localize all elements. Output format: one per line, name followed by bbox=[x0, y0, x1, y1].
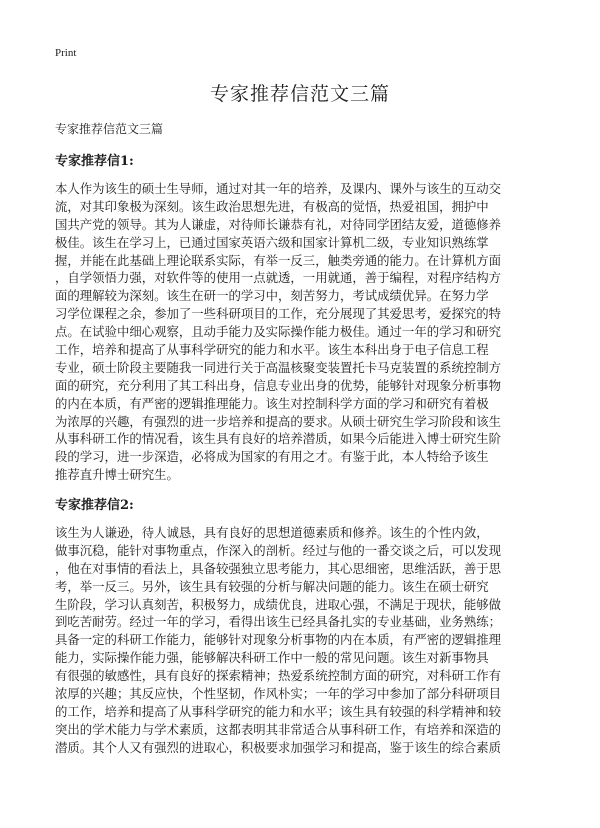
body-line: 做事沉稳，能针对事物重点，作深入的剖析。经过与他的一番交谈之后，可以发现 bbox=[55, 542, 502, 558]
body-line: 能力，实际操作能力强，能够解决科研工作中一般的常见问题。该生对新事物具 bbox=[55, 650, 489, 666]
body-line: ，自学领悟力强，对软件等的使用一点就透，一用就通，善于编程，对程序结构方 bbox=[55, 270, 502, 286]
body-line: 考，举一反三。另外，该生具有较强的分析与解决问题的能力。该生在硕士研究 bbox=[55, 578, 489, 594]
section-heading-2: 专家推荐信2: bbox=[55, 498, 134, 513]
body-line: 面的研究，充分利用了其工科出身，信息专业出身的优势，能够针对现象分析事物 bbox=[55, 377, 502, 393]
section-heading-1: 专家推荐信1: bbox=[55, 154, 134, 169]
body-line: 点。在试验中细心观察，且动手能力及实际操作能力极佳。通过一年的学习和研究 bbox=[55, 324, 502, 340]
document-subtitle: 专家推荐信范文三篇 bbox=[55, 122, 164, 136]
body-line: 到吃苦耐劳。经过一年的学习，看得出该生已经具备扎实的专业基础，业务熟练； bbox=[55, 614, 502, 630]
body-line: 面的理解较为深刻。该生在研一的学习中，刻苦努力，考试成绩优异。在努力学 bbox=[55, 288, 489, 304]
section-body-2 bbox=[55, 524, 548, 757]
body-line: 国共产党的领导。其为人谦虚，对待师长谦恭有礼，对待同学团结友爱，道德修养 bbox=[55, 216, 502, 232]
body-line: 极佳。该生在学习上，已通过国家英语六级和国家计算机二级，专业知识熟练掌 bbox=[55, 234, 489, 250]
body-line: 浓厚的兴趣；其反应快，个性坚韧，作风朴实；一年的学习中参加了部分科研项目 bbox=[55, 686, 502, 702]
body-line: 为浓厚的兴趣，有强烈的进一步培养和提高的要求。从硕士研究生学习阶段和该生 bbox=[55, 413, 502, 429]
body-line: 专业，硕士阶段主要随我一同进行关于高温核聚变装置托卡马克装置的系统控制方 bbox=[55, 359, 502, 375]
body-line: ，他在对事情的看法上，具备较强独立思考能力，其心思细密，思维活跃，善于思 bbox=[55, 560, 502, 576]
body-line: 从事科研工作的情况看，该生具有良好的培养潜质，如果今后能进入博士研究生阶 bbox=[55, 431, 502, 447]
body-line: 生阶段，学习认真刻苦，积极努力，成绩优良，进取心强，不满足于现状，能够做 bbox=[55, 596, 502, 612]
body-line: 有很强的敏感性，具有良好的探索精神；热爱系统控制方面的研究，对科研工作有 bbox=[55, 668, 502, 684]
body-line: 具备一定的科研工作能力，能够针对现象分析事物的内在本质，有严密的逻辑推理 bbox=[55, 632, 502, 648]
body-line: 本人作为该生的硕士生导师，通过对其一年的培养，及课内、课外与该生的互动交 bbox=[55, 181, 502, 196]
section-body-1 bbox=[55, 180, 548, 484]
body-line: 流，对其印象极为深刻。该生政治思想先进，有极高的觉悟，热爱祖国，拥护中 bbox=[55, 198, 489, 214]
body-line: 的工作，培养和提高了从事科学研究的能力和水平；该生具有较强的科学精神和较 bbox=[55, 703, 502, 719]
body-line: 潜质。其个人又有强烈的进取心，积极要求加强学习和提高，鉴于该生的综合素质 bbox=[55, 739, 502, 755]
print-link[interactable]: Print bbox=[55, 47, 77, 59]
body-line: 突出的学术能力与学术素质，这都表明其非常适合从事科研工作，有培养和深造的 bbox=[55, 721, 502, 737]
body-line: 习学位课程之余，参加了一些科研项目的工作，充分展现了其爱思考，爱探究的特 bbox=[55, 306, 502, 322]
body-line: 段的学习，进一步深造，必将成为国家的有用之才。有鉴于此，本人特给予该生 bbox=[55, 449, 489, 465]
document-title: 专家推荐信范文三篇 bbox=[209, 83, 390, 105]
body-line: 该生为人谦逊，待人诚恳，具有良好的思想道德素质和修养。该生的个性内敛， bbox=[55, 525, 489, 540]
body-line: 的内在本质，有严密的逻辑推理能力。该生对控制科学方面的学习和研究有着极 bbox=[55, 395, 489, 411]
body-line: 工作，培养和提高了从事科学研究的能力和水平。该生本科出身于电子信息工程 bbox=[55, 342, 489, 358]
body-line: 推荐直升博士研究生。 bbox=[55, 467, 179, 483]
body-line: 握，并能在此基础上理论联系实际，有举一反三，触类旁通的能力。在计算机方面 bbox=[55, 252, 502, 268]
